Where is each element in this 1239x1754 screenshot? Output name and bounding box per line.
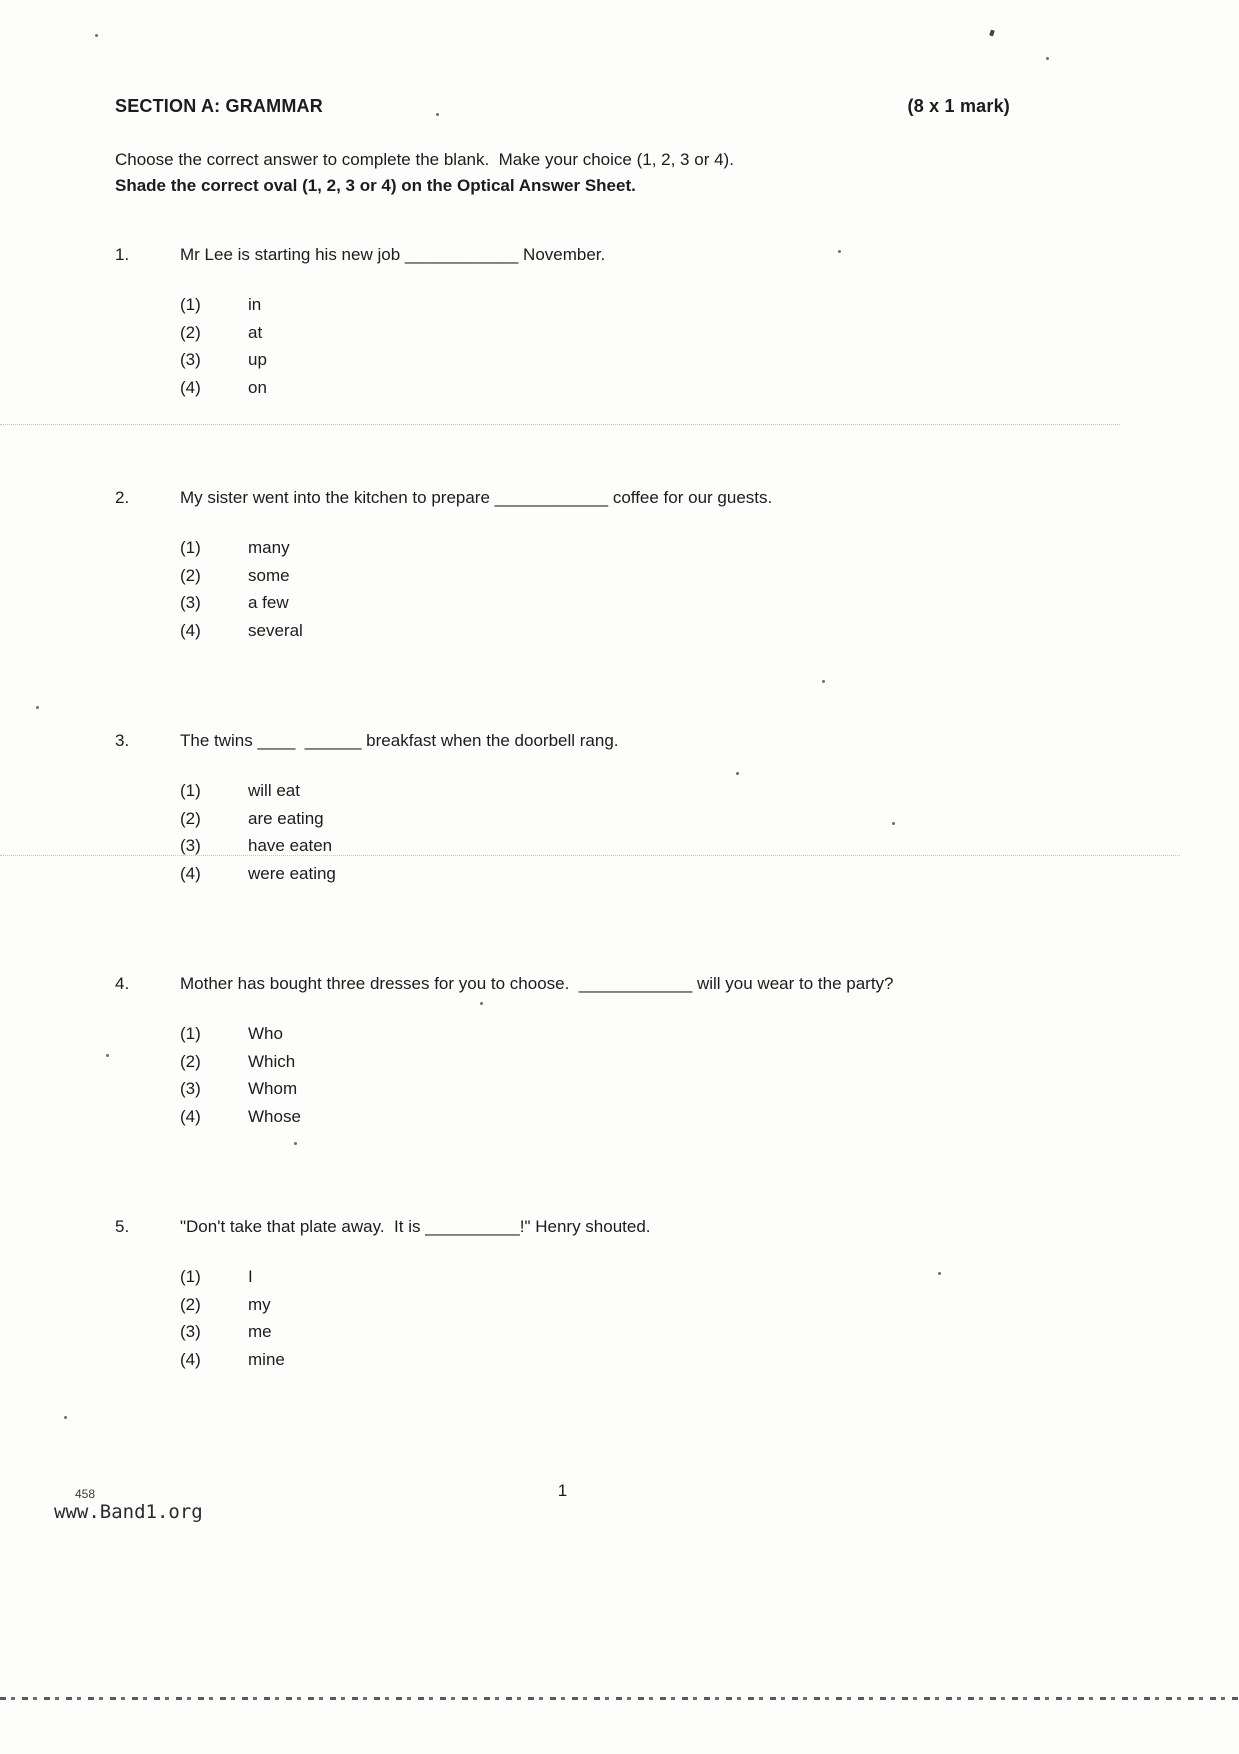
option-row (115, 1103, 1010, 1131)
option-label: many (248, 538, 290, 557)
option-number: (1) (180, 295, 201, 314)
option-number: (1) (180, 538, 201, 557)
option-row (115, 617, 1010, 645)
option-number: (1) (180, 1024, 201, 1043)
option-number: (3) (180, 1079, 201, 1098)
options-list (115, 534, 1010, 644)
option-label: my (248, 1294, 271, 1314)
question-5 (115, 1214, 1010, 1373)
option-row (115, 1263, 1010, 1291)
question-text: Mother has bought three dresses for you to choose. ____________ will you wear to the party? (180, 974, 894, 993)
option-row (115, 860, 1010, 888)
option-number: (2) (180, 322, 201, 342)
question-number: 3. (115, 731, 130, 750)
question-number: 5. (115, 1217, 130, 1236)
question-4 (115, 971, 1010, 1130)
question-stem (115, 242, 1010, 267)
option-row (115, 1020, 1010, 1048)
option-label: Whose (248, 1106, 301, 1126)
footer-website: www.Band1.org (54, 1501, 203, 1523)
option-label: at (248, 322, 263, 342)
question-stem (115, 728, 1010, 753)
option-label: some (248, 565, 290, 585)
question-text: The twins ____ ______ breakfast when the doorbell rang. (180, 731, 619, 750)
option-label: a few (248, 593, 289, 612)
option-number: (4) (180, 1349, 201, 1369)
scan-artifact-bottom-edge (0, 1697, 1239, 1700)
section-title: SECTION A: GRAMMAR (115, 96, 323, 116)
option-number: (1) (180, 1267, 201, 1286)
options-list (115, 777, 1010, 887)
option-number: (3) (180, 836, 201, 855)
question-number: 2. (115, 488, 130, 507)
question-text: My sister went into the kitchen to prepare ____________ coffee for our guests. (180, 488, 773, 507)
option-number: (4) (180, 377, 201, 397)
question-1 (115, 242, 1010, 401)
option-number: (4) (180, 620, 201, 640)
option-label: I (248, 1267, 253, 1286)
option-row (115, 534, 1010, 562)
option-number: (2) (180, 808, 201, 828)
option-row (115, 319, 1010, 347)
page-number: 1 (557, 1481, 568, 1500)
options-list (115, 291, 1010, 401)
option-row (115, 1318, 1010, 1346)
question-text: "Don't take that plate away. It is __________!" Henry shouted. (180, 1217, 651, 1236)
option-row (115, 589, 1010, 617)
option-number: (4) (180, 863, 201, 883)
question-number: 1. (115, 245, 130, 264)
footer-code: 458 (75, 1487, 96, 1501)
option-label: Which (248, 1051, 296, 1071)
option-label: in (248, 295, 262, 314)
option-row (115, 805, 1010, 833)
option-label: will eat (248, 781, 300, 800)
question-2 (115, 485, 1010, 644)
option-row (115, 1346, 1010, 1374)
question-stem (115, 485, 1010, 510)
option-row (115, 1048, 1010, 1076)
option-row (115, 562, 1010, 590)
option-row (115, 777, 1010, 805)
option-label: Who (248, 1024, 283, 1043)
option-row (115, 1291, 1010, 1319)
option-number: (2) (180, 1294, 201, 1314)
option-number: (1) (180, 781, 201, 800)
option-number: (4) (180, 1106, 201, 1126)
option-number: (3) (180, 593, 201, 612)
option-number: (3) (180, 350, 201, 369)
option-number: (3) (180, 1322, 201, 1341)
question-stem (115, 1214, 1010, 1239)
instructions-line-1: Choose the correct answer to complete the blank. Make your choice (1, 2, 3 or 4). (115, 150, 734, 169)
option-label: are eating (248, 808, 324, 828)
page-content (115, 96, 1010, 1501)
option-label: up (248, 350, 267, 369)
options-list (115, 1020, 1010, 1130)
option-label: several (248, 620, 303, 640)
option-label: mine (248, 1349, 285, 1369)
option-row (115, 1075, 1010, 1103)
question-text: Mr Lee is starting his new job ____________ November. (180, 245, 606, 264)
scan-artifact-line (0, 424, 1120, 425)
question-stem (115, 971, 1010, 996)
scan-artifact-line (0, 855, 1180, 856)
question-3 (115, 728, 1010, 887)
question-number: 4. (115, 974, 130, 993)
option-label: me (248, 1322, 272, 1341)
instructions-line-2: Shade the correct oval (1, 2, 3 or 4) on the Optical Answer Sheet. (115, 176, 636, 195)
option-row (115, 291, 1010, 319)
option-number: (2) (180, 1051, 201, 1071)
marks-label: (8 x 1 mark) (907, 96, 1010, 116)
options-list (115, 1263, 1010, 1373)
section-header (115, 96, 1010, 117)
option-label: have eaten (248, 836, 333, 855)
option-row (115, 346, 1010, 374)
option-row (115, 374, 1010, 402)
option-label: were eating (248, 863, 336, 883)
option-label: Whom (248, 1079, 298, 1098)
option-number: (2) (180, 565, 201, 585)
option-label: on (248, 377, 267, 397)
